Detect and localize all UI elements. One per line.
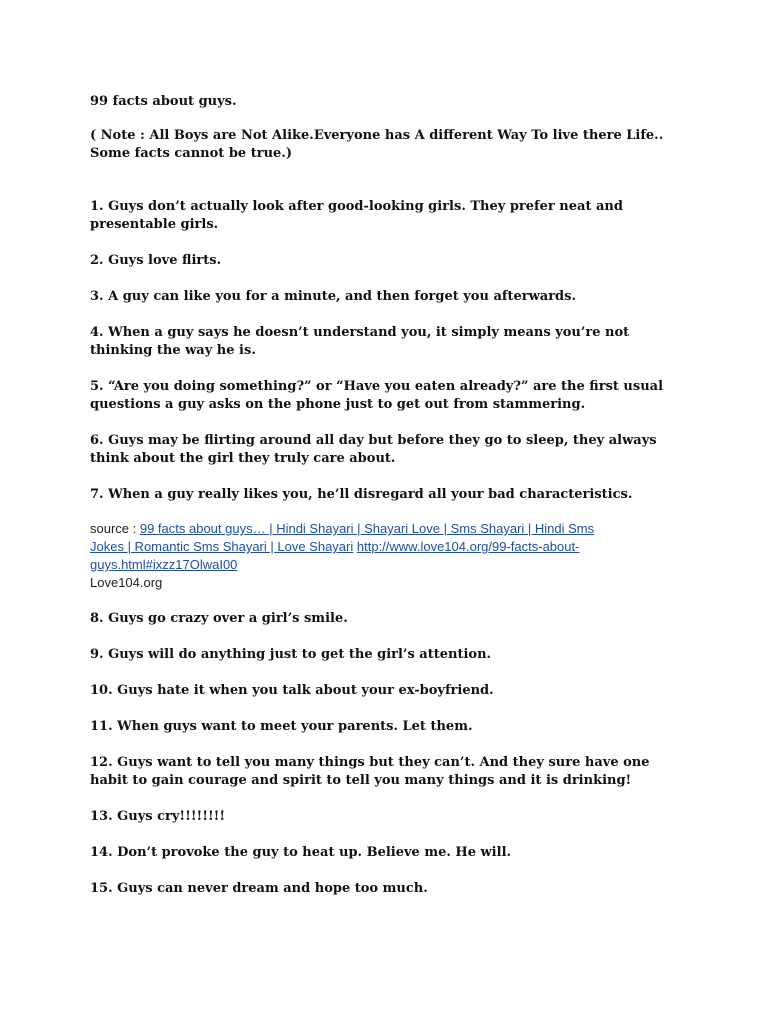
fact-item: 2. Guys love flirts. [90, 253, 222, 268]
source-prefix: source : [90, 521, 140, 536]
fact-item: 6. Guys may be flirting around all day but before they go to sleep, they always think about the girl they truly care about. [90, 433, 657, 466]
fact-item: 12. Guys want to tell you many things but they can’t. And they sure have one habit to gain courage and spirit to tell you many things and it is drinking! [90, 755, 650, 788]
document-page [90, 93, 690, 916]
fact-item: 14. Don’t provoke the guy to heat up. Believe me. He will. [90, 845, 512, 860]
fact-item: 1. Guys don’t actually look after good-looking girls. They prefer neat and presentable girls. [90, 199, 623, 232]
source-title-link[interactable]: 99 facts about guys… | Hindi Shayari | Shayari Love | Sms Shayari | Hindi Sms Jokes | Romantic Sms Shayari | Love Shayari [90, 521, 595, 554]
document-title: 99 facts about guys. [90, 94, 237, 109]
fact-item: 10. Guys hate it when you talk about your ex-boyfriend. [90, 683, 494, 698]
fact-item: 7. When a guy really likes you, he’ll disregard all your bad characteristics. [90, 487, 633, 502]
source-site: Love104.org [90, 575, 163, 590]
fact-item: 3. A guy can like you for a minute, and then forget you afterwards. [90, 289, 576, 304]
fact-item: 9. Guys will do anything just to get the girl’s attention. [90, 647, 492, 662]
fact-item: 13. Guys cry!!!!!!!! [90, 809, 226, 824]
fact-item: 11. When guys want to meet your parents. Let them. [90, 719, 473, 734]
fact-item: 4. When a guy says he doesn’t understand you, it simply means you’re not thinking the way he is. [90, 325, 630, 358]
fact-item: 5. “Are you doing something?” or “Have you eaten already?” are the first usual questions a guy asks on the phone just to get out from stammering. [90, 379, 664, 412]
document-note: ( Note : All Boys are Not Alike.Everyone has A different Way To live there Life.. Some facts cannot be true.) [90, 128, 664, 161]
source-url-link[interactable]: http://www.love104.org/99-facts-about-guys.html#ixzz17OlwaI00 [90, 539, 580, 572]
fact-item: 15. Guys can never dream and hope too much. [90, 881, 428, 896]
source-attribution [90, 520, 690, 592]
fact-item: 8. Guys go crazy over a girl’s smile. [90, 611, 348, 626]
